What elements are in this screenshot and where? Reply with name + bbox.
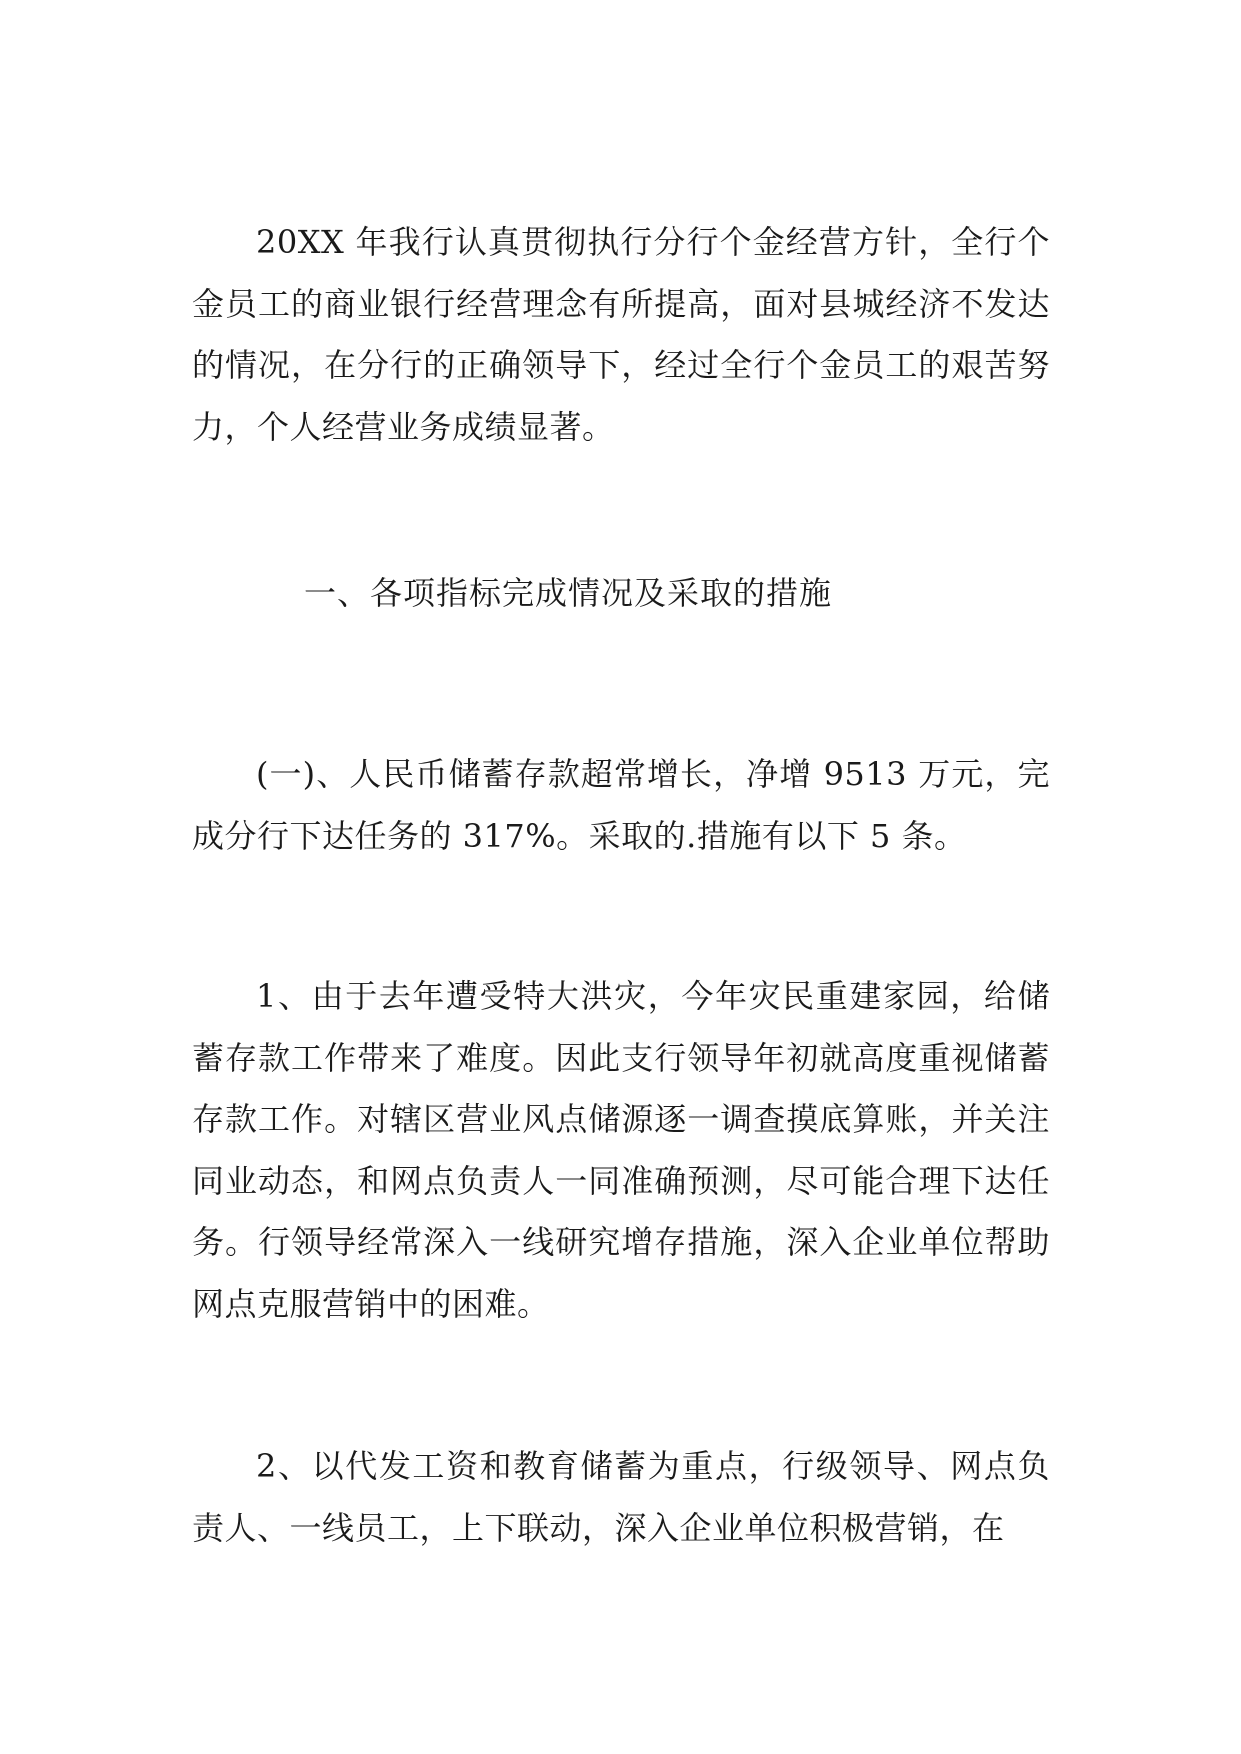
measure-item-2-paragraph: 2、以代发工资和教育储蓄为重点，行级领导、网点负责人、一线员工，上下联动，深入企业单位积极营销，在 bbox=[192, 1447, 1050, 1547]
measure-item-1-paragraph: 1、由于去年遭受特大洪灾，今年灾民重建家园，给储蓄存款工作带来了难度。因此支行领导年初就高度重视储蓄存款工作。对辖区营业风点储源逐一调查摸底算账，并关注同业动态，和网点负责人一同准确预测，尽可能合理下达任务。行领导经常深入一线研究增存措施，深入企业单位帮助网点克服营销中的困难。 bbox=[192, 977, 1050, 1323]
intro-paragraph: 20XX 年我行认真贯彻执行分行个金经营方针，全行个金员工的商业银行经营理念有所提高，面对县城经济不发达的情况，在分行的正确领导下，经过全行个金员工的艰苦努力，个人经营业务成绩显著。 bbox=[192, 223, 1050, 446]
section-heading: 一、各项指标完成情况及采取的措施 bbox=[304, 574, 833, 612]
subsection-paragraph: (一)、人民币储蓄存款超常增长，净增 9513 万元，完成分行下达任务的 317%。采取的.措施有以下 5 条。 bbox=[192, 755, 1050, 855]
